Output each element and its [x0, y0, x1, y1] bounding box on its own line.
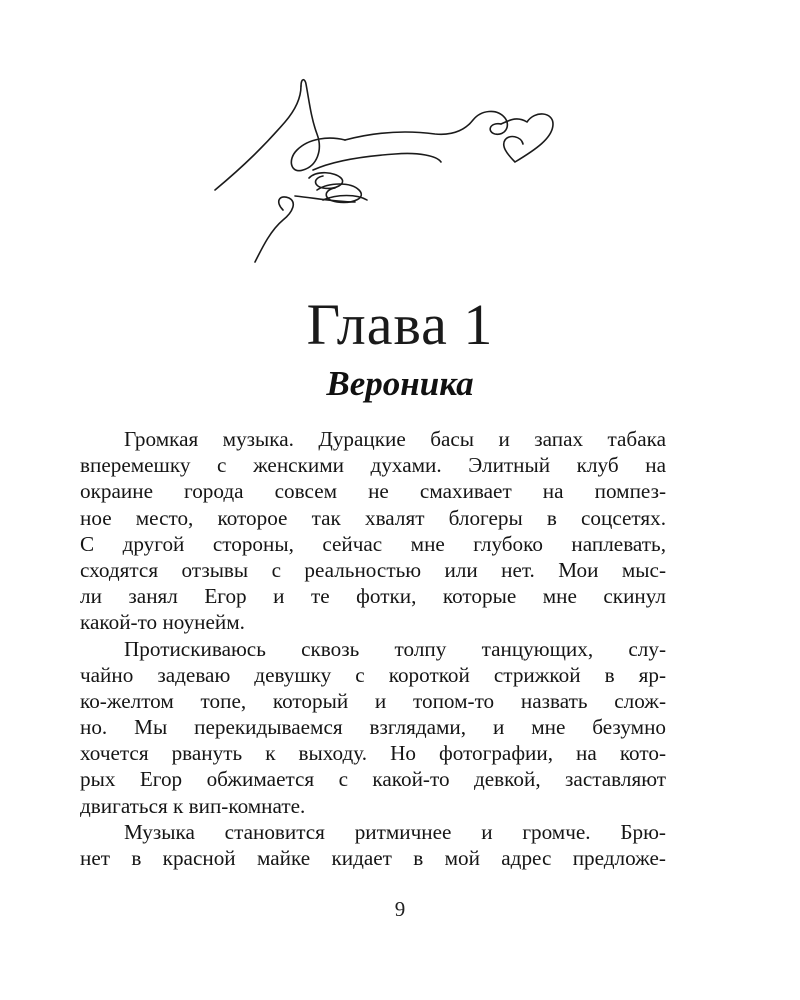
text-line: рых Егор обжимается с какой-то девкой, заставляют: [80, 767, 666, 792]
text-line: вперемешку с женскими духами. Элитный клуб на: [80, 453, 666, 478]
hand-heart-line-drawing-icon: [205, 70, 570, 270]
text-line: хочется рвануть к выходу. Но фотографии, на кото-: [80, 741, 666, 766]
chapter-title: Глава 1: [306, 292, 494, 357]
text-line: нет в красной майке кидает в мой адрес предложе-: [80, 846, 666, 870]
chapter-body-text: [80, 426, 666, 871]
text-line: сходятся отзывы с реальностью или нет. Мои мыс-: [80, 557, 666, 582]
text-line: ко-желтом топе, который и топом-то назвать слож-: [80, 688, 666, 713]
text-line: С другой стороны, сейчас мне глубоко наплевать,: [80, 531, 666, 556]
text-line: Музыка становится ритмичнее и громче. Брю-: [124, 819, 666, 844]
text-line: какой-то ноунейм.: [80, 610, 245, 635]
text-line: Протискиваюсь сквозь толпу танцующих, слу-: [124, 636, 666, 661]
text-line: Громкая музыка. Дурацкие басы и запах табака: [124, 427, 666, 451]
text-line: двигаться к вип-комнате.: [80, 793, 306, 818]
page-number: 9: [394, 897, 406, 921]
text-line: ли занял Егор и те фотки, которые мне скинул: [80, 584, 666, 609]
text-line: но. Мы перекидываемся взглядами, и мне безумно: [80, 715, 666, 740]
chapter-heading-name: Вероника: [326, 364, 474, 403]
text-line: чайно задеваю девушку с короткой стрижкой в яр-: [80, 662, 666, 687]
text-line: окраине города совсем не смахивает на помпез-: [80, 479, 666, 504]
text-line: ное место, которое так хвалят блогеры в соцсетях.: [80, 505, 666, 530]
